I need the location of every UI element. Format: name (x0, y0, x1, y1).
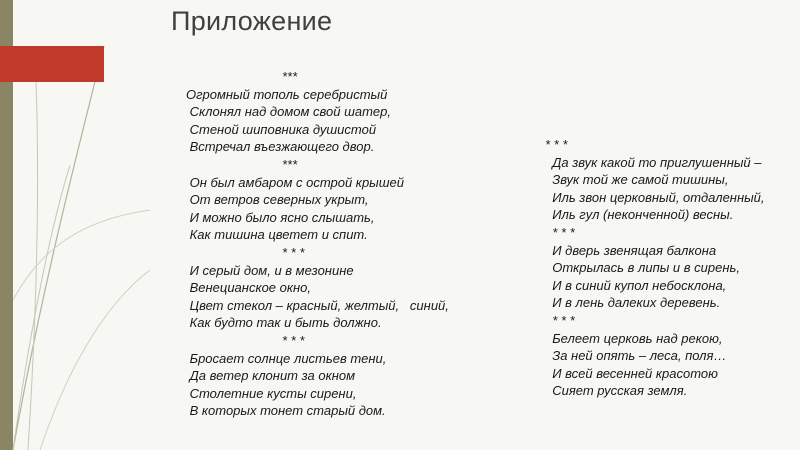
poem-line: Стеной шиповника душистой (186, 121, 377, 137)
poem-line: И серый дом, и в мезонине (186, 262, 354, 278)
stanza-separator: * * * (545, 312, 575, 328)
stanza-separator: * * * (545, 137, 568, 152)
poem-line: Звук той же самой тишины, (545, 172, 729, 188)
stanza-separator: *** (282, 156, 298, 172)
stanza-separator: * * * (282, 244, 305, 260)
poem-line: От ветров северных укрыт, (186, 192, 369, 208)
poem-line: Сияет русская земля. (545, 383, 688, 399)
poem-line: Цвет стекол – красный, желтый, синий, (186, 297, 449, 313)
poem-line: Как тишина цветет и спит. (186, 227, 368, 243)
slide-title: Приложение (171, 6, 333, 36)
poem-line: За ней опять – леса, поля… (545, 348, 727, 364)
poem-line: Да ветер клонит за окном (186, 368, 356, 384)
poem-line: Да звук какой то приглушенный – (545, 154, 762, 170)
poem-line: Бросает солнце листьев тени, (186, 350, 387, 366)
poem-line: Открылась в липы и в сирень, (545, 260, 740, 276)
poem-line: Столетние кусты сирени, (186, 385, 357, 401)
poem-line: Он был амбаром с острой крышей (186, 174, 404, 190)
title-accent-bar (0, 46, 104, 82)
poem-line: В которых тонет старый дом. (186, 403, 386, 419)
stanza-separator: *** (282, 69, 298, 84)
poem-line: И в лень далеких деревень. (545, 295, 721, 311)
poem-line: Склонял над домом свой шатер, (186, 104, 391, 120)
poem-line: Иль звон церковный, отдаленный, (545, 189, 765, 205)
poem-line: Встречал въезжающего двор. (186, 139, 375, 155)
poem-line: Иль гул (неконченной) весны. (545, 207, 734, 223)
stanza-separator: * * * (545, 224, 575, 240)
poem-line: И в синий купол небосклона, (545, 277, 727, 293)
poem-line: И можно было ясно слышать, (186, 209, 375, 225)
poem-line: И всей весенней красотою (545, 365, 718, 381)
poem-line: Огромный тополь серебристый (186, 86, 388, 102)
stanza-separator: * * * (282, 332, 305, 348)
poem-line: Венецианское окно, (186, 280, 312, 296)
poem-line: Как будто так и быть должно. (186, 315, 382, 331)
poem-column-right (545, 136, 765, 400)
poem-line: Белеет церковь над рекою, (545, 330, 723, 346)
poem-column-left (186, 68, 449, 420)
poem-line: И дверь звенящая балкона (545, 242, 717, 258)
